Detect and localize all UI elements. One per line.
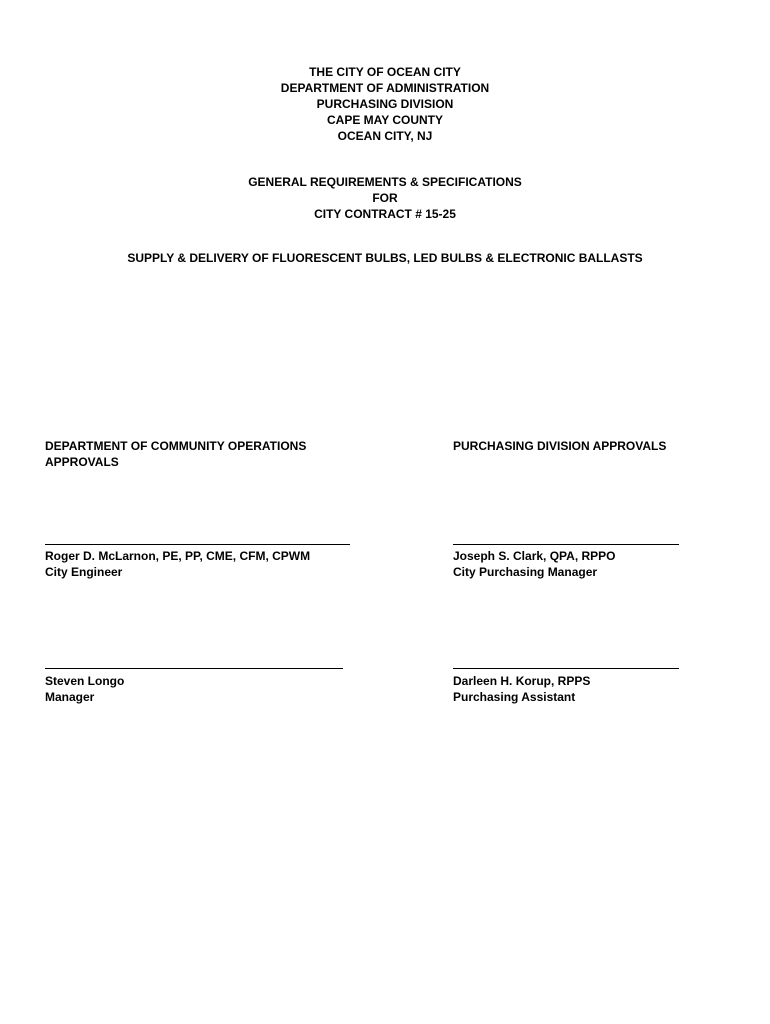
spec-for-line: FOR	[372, 191, 398, 205]
signatory-block	[45, 673, 124, 705]
spec-title-line: GENERAL REQUIREMENTS & SPECIFICATIONS	[248, 175, 522, 189]
project-title: SUPPLY & DELIVERY OF FLUORESCENT BULBS, LED BULBS & ELECTRONIC BALLASTS	[127, 251, 643, 265]
signatory-name: Steven Longo	[45, 674, 125, 688]
signatory-name: Roger D. McLarnon, PE, PP, CME, CFM, CPWM	[45, 549, 311, 563]
signature-line	[45, 544, 350, 545]
community-operations-approvals-heading	[45, 438, 375, 470]
signatory-title: Manager	[45, 690, 95, 704]
org-division-line: PURCHASING DIVISION	[316, 97, 454, 111]
signatory-block	[453, 548, 616, 580]
signature-line	[45, 668, 343, 669]
signatory-title: City Engineer	[45, 565, 123, 579]
signatory-title: Purchasing Assistant	[453, 690, 576, 704]
purchasing-division-approvals-heading: PURCHASING DIVISION APPROVALS	[453, 439, 667, 453]
left-heading-line-2: APPROVALS	[45, 455, 119, 469]
signature-line	[453, 668, 679, 669]
signatory-block	[45, 548, 310, 580]
org-county-line: CAPE MAY COUNTY	[326, 113, 444, 127]
specification-header	[0, 174, 770, 222]
signatory-block	[453, 673, 590, 705]
org-department-line: DEPARTMENT OF ADMINISTRATION	[280, 81, 490, 95]
org-city-line: THE CITY OF OCEAN CITY	[309, 65, 461, 79]
signatory-name: Joseph S. Clark, QPA, RPPO	[453, 549, 616, 563]
org-location-line: OCEAN CITY, NJ	[337, 129, 433, 143]
signatory-name: Darleen H. Korup, RPPS	[453, 674, 591, 688]
signatory-title: City Purchasing Manager	[453, 565, 598, 579]
left-heading-line-1: DEPARTMENT OF COMMUNITY OPERATIONS	[45, 439, 307, 453]
organization-header	[0, 64, 770, 144]
signature-line	[453, 544, 679, 545]
contract-number-line: CITY CONTRACT # 15-25	[314, 207, 456, 221]
